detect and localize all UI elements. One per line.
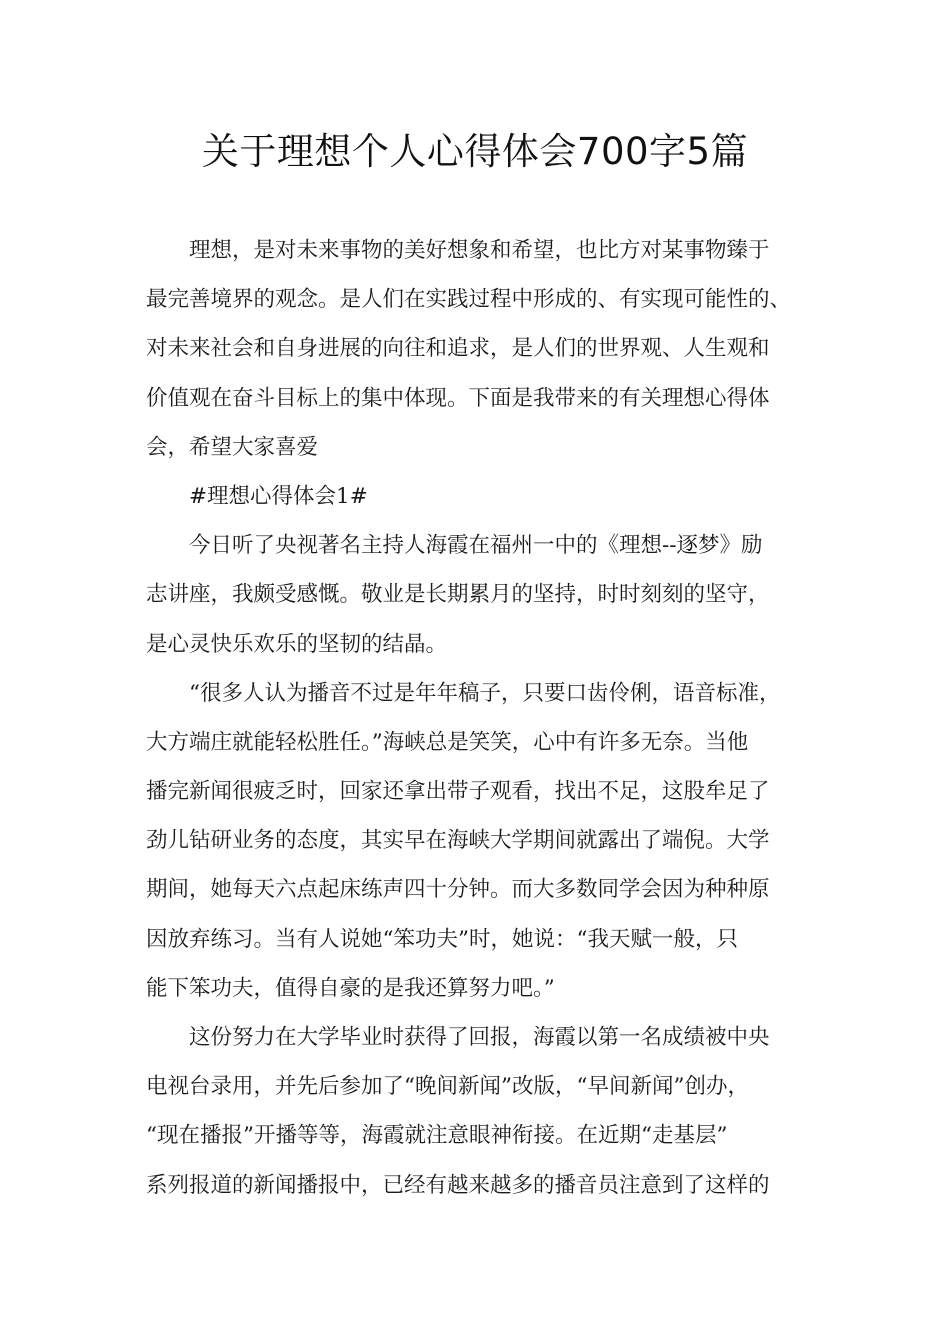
text-line: 志讲座，我颇受感慨。敬业是长期累月的坚持，时时刻刻的坚守， [146, 582, 770, 608]
text-line: 电视台录用，并先后参加了“晚间新闻”改版，“早间新闻”创办， [146, 1074, 749, 1100]
text-line: 能下笨功夫，值得自豪的是我还算努力吧。” [146, 975, 555, 1001]
text-line: 劲儿钻研业务的态度，其实早在海峡大学期间就露出了端倪。大学 [146, 828, 770, 854]
text-line: 因放弃练习。当有人说她“笨功夫”时，她说：“我天赋一般，只 [146, 926, 738, 952]
text-line: 这份努力在大学毕业时获得了回报，海霞以第一名成绩被中央 [189, 1025, 770, 1050]
text-line: “很多人认为播音不过是年年稿子，只要口齿伶俐，语音标准， [189, 680, 781, 706]
text-line: #理想心得体会1# [189, 483, 368, 509]
text-line: 系列报道的新闻播报中，已经有越来越多的播音员注意到了这样的 [146, 1172, 770, 1198]
document-body [146, 226, 826, 1210]
document-title: 关于理想个人心得体会700字5篇 [201, 130, 749, 173]
text-line: 价值观在奋斗目标上的集中体现。下面是我带来的有关理想心得体 [146, 385, 770, 411]
text-line: 最完善境界的观念。是人们在实践过程中形成的、有实现可能性的、 [146, 287, 792, 313]
text-line: 期间，她每天六点起床练声四十分钟。而大多数同学会因为种种原 [146, 877, 770, 903]
text-line: 今日听了央视著名主持人海霞在福州一中的《理想--逐梦》励 [189, 533, 763, 559]
text-line: 对未来社会和自身进展的向往和追求，是人们的世界观、人生观和 [146, 336, 770, 362]
text-line: 大方端庄就能轻松胜任。”海峡总是笑笑，心中有许多无奈。当他 [146, 729, 749, 755]
text-line: “现在播报”开播等等，海霞就注意眼神衔接。在近期“走基层” [146, 1123, 728, 1149]
text-line: 播完新闻很疲乏时，回家还拿出带子观看，找出不足，这股牟足了 [146, 779, 770, 805]
text-line: 理想，是对未来事物的美好想象和希望，也比方对某事物臻于 [189, 238, 770, 263]
text-line: 是心灵快乐欢乐的坚韧的结晶。 [146, 631, 448, 657]
text-line: 会，希望大家喜爱 [146, 434, 319, 460]
